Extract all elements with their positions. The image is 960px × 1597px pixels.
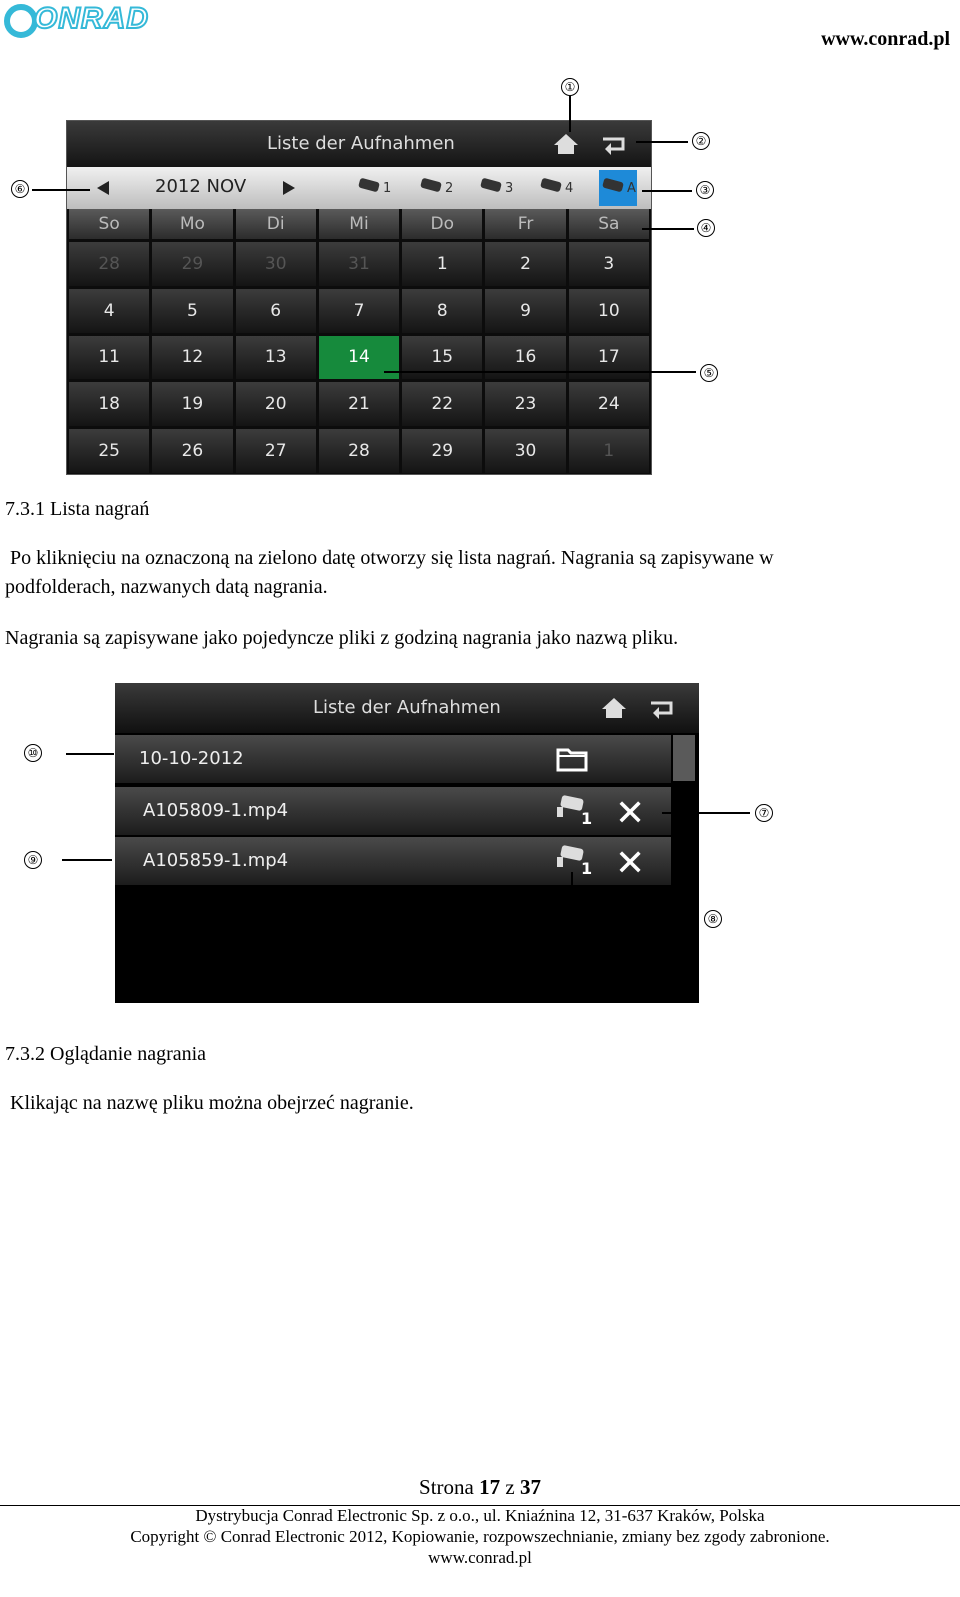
home-icon[interactable] bbox=[601, 697, 627, 719]
callout-line bbox=[662, 812, 750, 814]
header-site-url: www.conrad.pl bbox=[821, 28, 950, 50]
calendar-day[interactable]: 1 bbox=[402, 242, 482, 286]
callout-line bbox=[642, 228, 694, 230]
camera-number: 1 bbox=[383, 181, 392, 196]
callout-4: ④ bbox=[697, 219, 715, 237]
page-separator: z bbox=[500, 1475, 520, 1499]
camera-number: 3 bbox=[505, 181, 514, 196]
section-heading-7-3-2: 7.3.2 Oglądanie nagrania bbox=[5, 1043, 207, 1065]
callout-2: ② bbox=[692, 132, 710, 150]
calendar-day[interactable]: 26 bbox=[152, 429, 232, 473]
camera-all-button[interactable] bbox=[603, 177, 643, 199]
callout-line bbox=[571, 918, 699, 920]
back-icon[interactable] bbox=[649, 699, 675, 719]
conrad-logo-icon bbox=[4, 4, 38, 38]
calendar-day[interactable]: 28 bbox=[319, 429, 399, 473]
calendar-day[interactable]: 15 bbox=[402, 336, 482, 380]
calendar-day[interactable]: 23 bbox=[485, 382, 565, 426]
section2-paragraph: Klikając na nazwę pliku można obejrzeć nagranie. bbox=[10, 1092, 414, 1114]
section1-paragraph2: Nagrania są zapisywane jako pojedyncze pliki z godziną nagrania jako nazwą pliku. bbox=[5, 627, 679, 649]
calendar-day[interactable]: 12 bbox=[152, 336, 232, 380]
calendar-day[interactable]: 19 bbox=[152, 382, 232, 426]
calendar-day[interactable]: 31 bbox=[319, 242, 399, 286]
calendar-day[interactable]: 28 bbox=[69, 242, 149, 286]
callout-line bbox=[66, 753, 114, 755]
callout-line bbox=[636, 141, 688, 143]
calendar-grid bbox=[69, 209, 649, 473]
callout-3: ③ bbox=[696, 181, 714, 199]
footer-site: www.conrad.pl bbox=[428, 1548, 532, 1567]
list-title-bar bbox=[115, 683, 699, 733]
callout-line bbox=[569, 96, 571, 132]
section-heading-7-3-1: 7.3.1 Lista nagrań bbox=[5, 498, 150, 520]
callout-10: ⑩ bbox=[24, 744, 42, 762]
calendar-day[interactable]: 29 bbox=[402, 429, 482, 473]
file-name: A105809-1.mp4 bbox=[143, 800, 289, 821]
calendar-title: Liste der Aufnahmen bbox=[267, 133, 455, 154]
calendar-day[interactable]: 17 bbox=[569, 336, 649, 380]
callout-7: ⑦ bbox=[755, 804, 773, 822]
calendar-day[interactable]: 8 bbox=[402, 289, 482, 333]
calendar-day[interactable]: 10 bbox=[569, 289, 649, 333]
file-name: A105859-1.mp4 bbox=[143, 850, 289, 871]
calendar-day[interactable]: 6 bbox=[236, 289, 316, 333]
section1-para1-line2: podfolderach, nazwanych datą nagrania. bbox=[5, 576, 328, 598]
calendar-day[interactable]: 22 bbox=[402, 382, 482, 426]
footer-copyright: Copyright © Conrad Electronic 2012, Kopiowanie, rozpowszechnianie, zmiany bez zgody zabronione. bbox=[130, 1527, 830, 1546]
calendar-day[interactable]: 25 bbox=[69, 429, 149, 473]
page-current: 17 bbox=[479, 1475, 501, 1499]
calendar-day[interactable]: 11 bbox=[69, 336, 149, 380]
list-item[interactable] bbox=[115, 787, 671, 835]
camera-number: 2 bbox=[445, 181, 454, 196]
calendar-day[interactable]: 30 bbox=[236, 242, 316, 286]
callout-line bbox=[642, 190, 692, 192]
calendar-day[interactable]: 21 bbox=[319, 382, 399, 426]
camera-icon bbox=[358, 178, 380, 193]
back-icon[interactable] bbox=[601, 135, 627, 155]
section1-paragraph1 bbox=[5, 544, 955, 602]
camera-number: 1 bbox=[581, 859, 593, 878]
calendar-day[interactable]: 9 bbox=[485, 289, 565, 333]
list-scrollbar[interactable] bbox=[673, 735, 695, 781]
camera-icon bbox=[540, 178, 562, 193]
weekday-header: Mi bbox=[319, 209, 399, 239]
weekday-header: Di bbox=[236, 209, 316, 239]
camera-number: 4 bbox=[565, 181, 574, 196]
prev-month-icon[interactable] bbox=[97, 181, 109, 195]
weekday-header: Do bbox=[402, 209, 482, 239]
calendar-day[interactable]: 18 bbox=[69, 382, 149, 426]
camera-icon bbox=[602, 178, 624, 193]
folder-label: 10-10-2012 bbox=[139, 748, 244, 769]
camera-2-button[interactable] bbox=[421, 177, 461, 199]
calendar-day[interactable]: 5 bbox=[152, 289, 232, 333]
calendar-day[interactable]: 29 bbox=[152, 242, 232, 286]
weekday-header: Mo bbox=[152, 209, 232, 239]
page-total: 37 bbox=[519, 1475, 541, 1499]
month-nav-bar bbox=[67, 167, 651, 209]
calendar-day[interactable]: 7 bbox=[319, 289, 399, 333]
section1-para1-line1: Po kliknięciu na oznaczoną na zielono datę otworzy się lista nagrań. Nagrania są zapisywane w bbox=[10, 547, 774, 569]
calendar-screen bbox=[66, 120, 652, 475]
list-item[interactable] bbox=[115, 837, 671, 885]
folder-icon bbox=[555, 743, 589, 773]
callout-line bbox=[384, 371, 696, 373]
calendar-day[interactable]: 30 bbox=[485, 429, 565, 473]
camera-1-button[interactable] bbox=[359, 177, 399, 199]
callout-9: ⑨ bbox=[24, 851, 42, 869]
calendar-day[interactable]: 2 bbox=[485, 242, 565, 286]
page-prefix: Strona bbox=[419, 1475, 480, 1499]
calendar-day[interactable]: 16 bbox=[485, 336, 565, 380]
camera-number: A bbox=[627, 181, 636, 196]
callout-1: ① bbox=[561, 78, 579, 96]
calendar-day[interactable]: 1 bbox=[569, 429, 649, 473]
callout-line bbox=[571, 872, 573, 920]
calendar-day[interactable]: 20 bbox=[236, 382, 316, 426]
callout-6: ⑥ bbox=[11, 180, 29, 198]
footer-company: Dystrybucja Conrad Electronic Sp. z o.o., ul. Kniaźnina 12, 31-637 Kraków, Polska bbox=[195, 1506, 765, 1525]
calendar-day[interactable]: 27 bbox=[236, 429, 316, 473]
conrad-logo-text: ONRAD bbox=[34, 2, 149, 35]
callout-line bbox=[62, 859, 112, 861]
recordings-list-screen bbox=[115, 683, 699, 1003]
calendar-day-highlighted[interactable]: 14 bbox=[319, 336, 399, 380]
delete-icon[interactable]: ✕ bbox=[615, 793, 646, 834]
folder-row[interactable] bbox=[115, 735, 671, 783]
camera-icon bbox=[420, 178, 442, 193]
camera-3-button[interactable] bbox=[481, 177, 521, 199]
calendar-day[interactable]: 24 bbox=[569, 382, 649, 426]
page-number bbox=[0, 1475, 960, 1500]
weekday-header: Sa bbox=[569, 209, 649, 239]
camera-4-button[interactable] bbox=[541, 177, 581, 199]
camera-icon bbox=[480, 178, 502, 193]
month-label: 2012 NOV bbox=[155, 176, 247, 197]
weekday-header: Fr bbox=[485, 209, 565, 239]
calendar-day[interactable]: 13 bbox=[236, 336, 316, 380]
camera-number: 1 bbox=[581, 809, 593, 828]
calendar-day[interactable]: 3 bbox=[569, 242, 649, 286]
home-icon[interactable] bbox=[553, 133, 579, 155]
weekday-header: So bbox=[69, 209, 149, 239]
calendar-day[interactable]: 4 bbox=[69, 289, 149, 333]
callout-5: ⑤ bbox=[700, 364, 718, 382]
delete-icon[interactable]: ✕ bbox=[615, 843, 646, 884]
calendar-title-bar bbox=[67, 121, 651, 167]
list-title: Liste der Aufnahmen bbox=[313, 697, 501, 718]
callout-line bbox=[32, 189, 90, 191]
next-month-icon[interactable] bbox=[283, 181, 295, 195]
callout-8: ⑧ bbox=[704, 910, 722, 928]
